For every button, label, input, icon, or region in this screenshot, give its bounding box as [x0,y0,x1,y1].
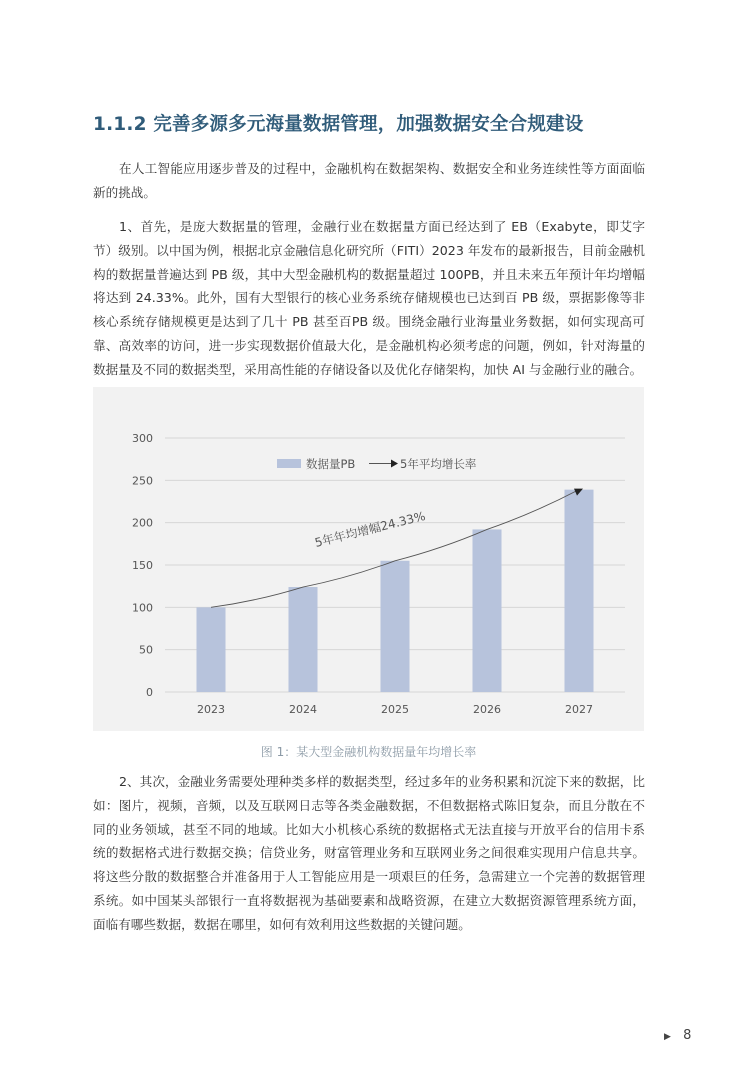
paragraph-second: 2、其次，金融业务需要处理种类多样的数据类型，经过多年的业务积累和沉淀下来的数据，比如：图片，视频，音频，以及互联网日志等各类金融数据，不但数据格式陈旧复杂，而且分散在不同的业务领域，甚至不同的地域。比如大小机核心系统的数据格式无法直接与开放平台的信用卡系统的数据格式进行数据交换；信贷业务，财富管理业务和互联网业务之间很难实现用户信息共享。将这些分散的数据整合并准备用于人工智能应用是一项艰巨的任务，急需建立一个完善的数据管理系统。如中国某头部银行一直将数据视为基础要素和战略资源，在建立大数据资源管理系统方面，面临有哪些数据，数据在哪里，如何有效利用这些数据的关键问题。 [93,774,645,932]
bar-2023 [197,607,226,692]
trend-annotation: 5年年均增幅24.33% [313,508,427,550]
x-tick-label: 2025 [381,703,409,716]
paragraph-intro: 在人工智能应用逐步普及的过程中，金融机构在数据架构、数据安全和业务连续性等方面面临新的挑战。 [93,161,645,200]
page-footer [664,1028,691,1043]
figure-caption: 图 1：某大型金融机构数据量年均增长率 [260,745,477,759]
x-tick-label: 2023 [197,703,225,716]
y-tick-label: 0 [146,686,153,699]
x-tick-label: 2027 [565,703,593,716]
paragraph-first: 1、首先，是庞大数据量的管理，金融行业在数据量方面已经达到了 EB（Exabyte，即艾字节）级别。以中国为例，根据北京金融信息化研究所（FITI）2023 年发布的最新报告，目前金融机构的数据量普遍达到 PB 级，其中大型金融机构的数据量超过 100PB，并且未来五年预计年均增幅将达到 24.33%。此外，国有大型银行的核心业务系统存储规模也已达到百 PB 级，票据影像等非核心系统存储规模更是达到了几十 PB 甚至百PB 级。围绕金融行业海量业务数据，如何实现高可靠、高效率的访问，进一步实现数据价值最大化，是金融机构必须考虑的问题，例如，针对海量的数据量及不同的数据类型，采用高性能的存储设备以及优化存储架构，加快 AI 与金融行业的融合。 [93,219,645,377]
section-heading: 1.1.2 完善多源多元海量数据管理，加强数据安全合规建设 [93,114,584,135]
y-tick-label: 50 [139,643,153,657]
legend-arrow-icon [391,460,398,468]
legend-swatch-bars [277,459,301,468]
bar-2025 [381,561,410,692]
legend-label-trend: 5年平均增长率 [400,457,477,471]
legend-label-bars: 数据量PB [306,457,356,471]
y-tick-label: 250 [132,474,153,488]
bar-2026 [473,529,502,692]
x-tick-label: 2024 [289,703,317,716]
triangle-right-icon: ▶ [664,1032,671,1042]
y-tick-label: 200 [132,516,153,530]
y-tick-label: 150 [132,559,153,572]
bar-chart [93,387,644,731]
chart-container [93,387,644,731]
page-number: 8 [683,1028,692,1043]
x-tick-label: 2026 [473,703,501,716]
bar-2027 [565,490,594,692]
bar-2024 [289,587,318,692]
y-tick-label: 100 [132,601,153,615]
y-tick-label: 300 [132,432,153,445]
